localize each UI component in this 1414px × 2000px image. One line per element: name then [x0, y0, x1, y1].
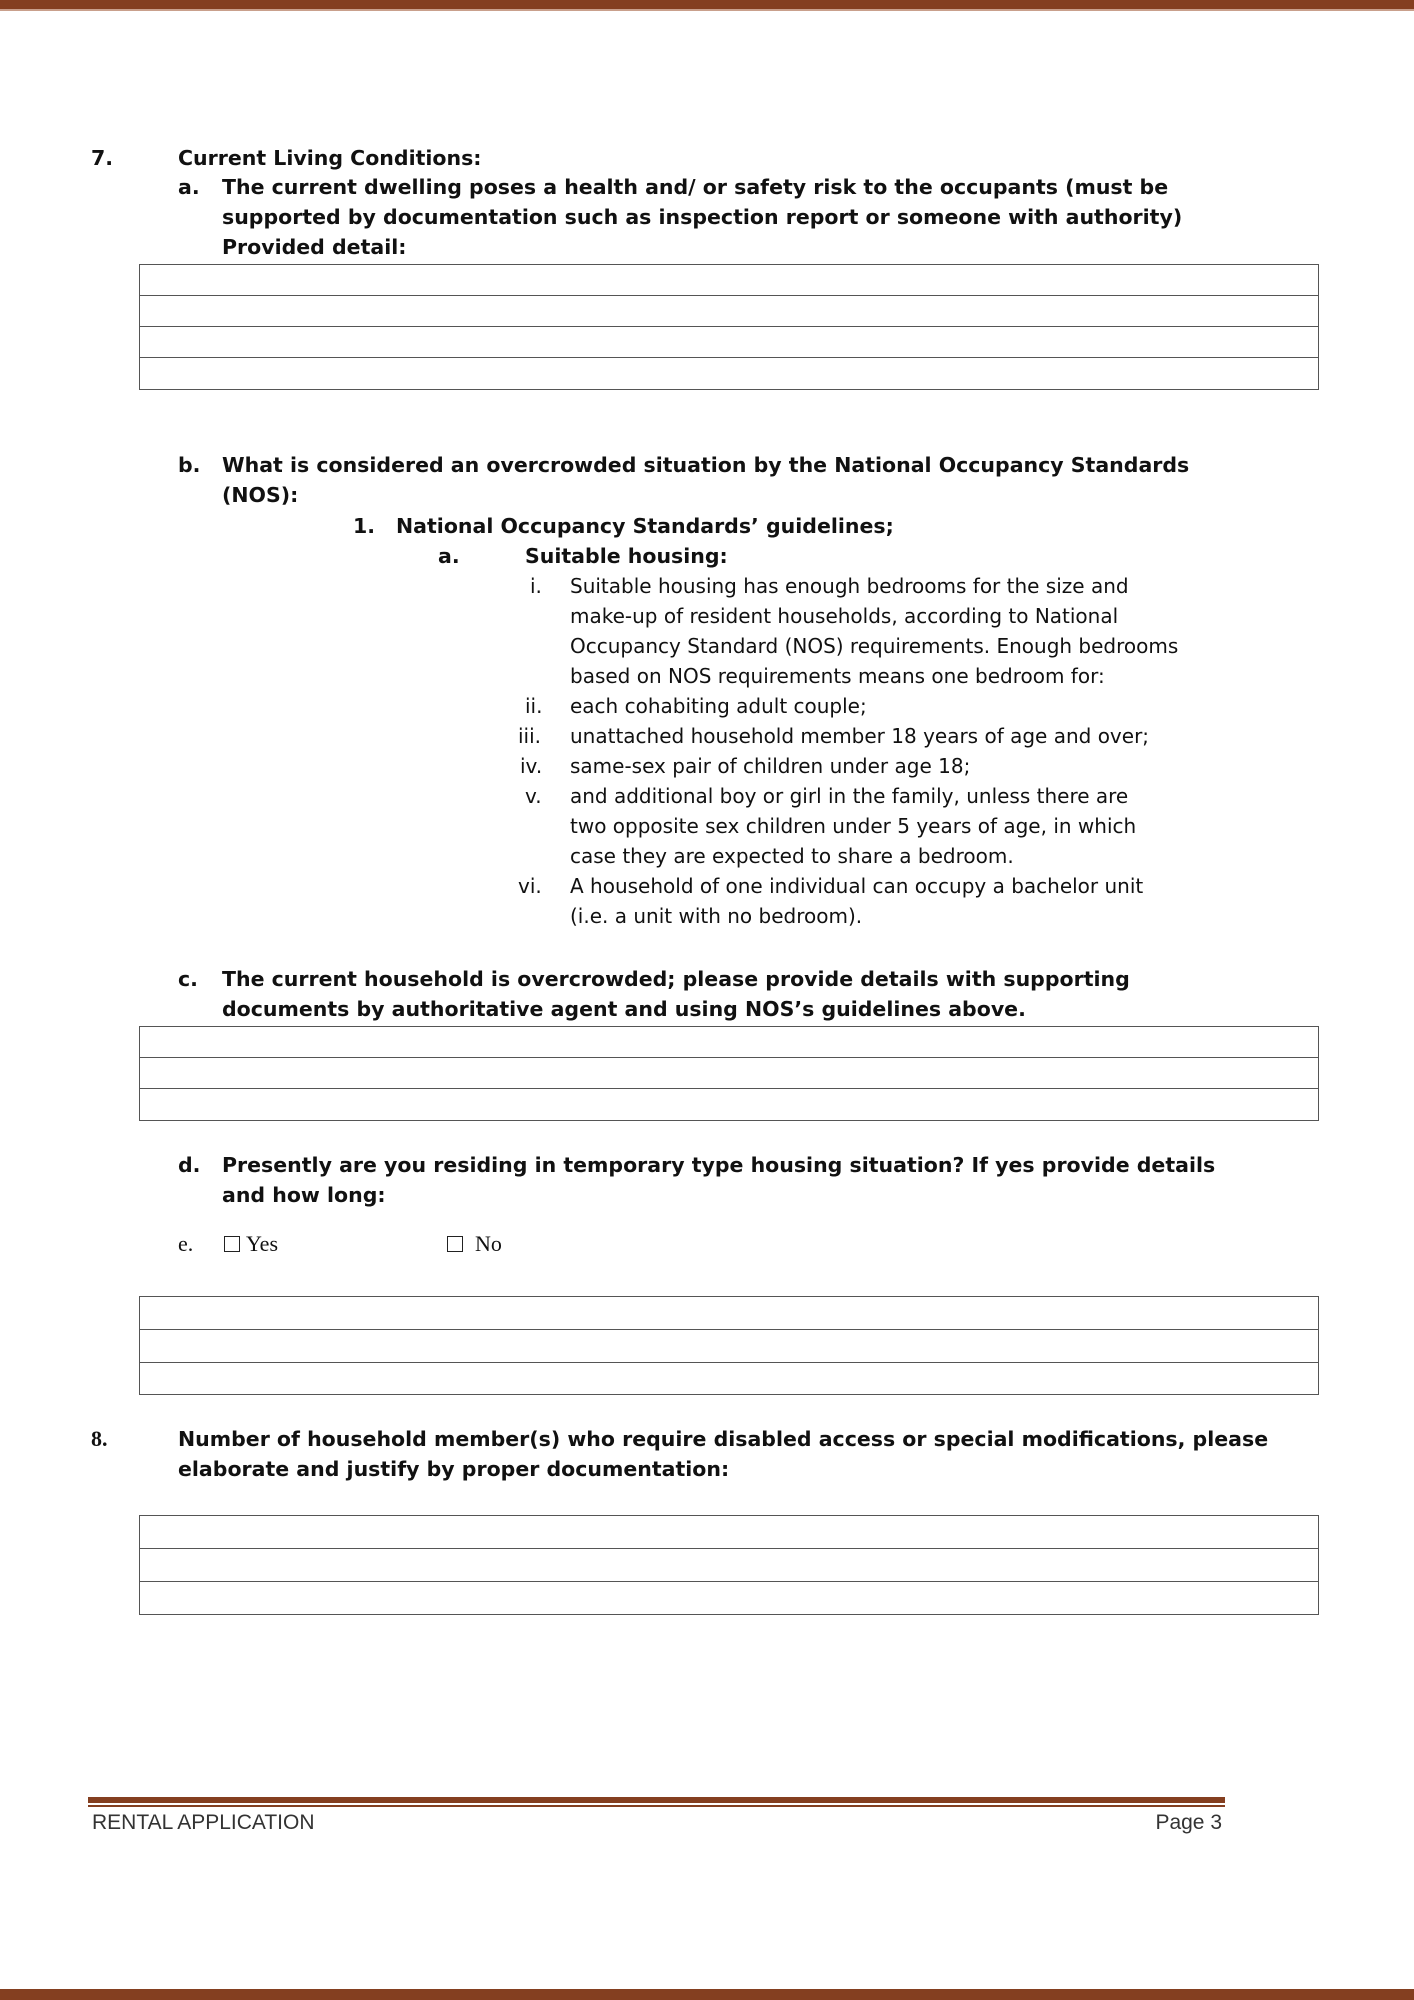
nos-item-line: (i.e. a unit with no bedroom). — [570, 904, 863, 928]
detail-box-d-row[interactable] — [140, 1363, 1318, 1394]
nos-item-marker: v. — [525, 784, 542, 808]
nos-item-marker: iv. — [520, 754, 543, 778]
item-c-line-1: The current household is overcrowded; please provide details with supporting — [222, 967, 1130, 991]
item-c-marker: c. — [178, 967, 198, 991]
detail-box-d-row[interactable] — [140, 1297, 1318, 1330]
detail-box-c-row[interactable] — [140, 1089, 1318, 1120]
nos-item-marker: ii. — [525, 694, 543, 718]
top-border-bar — [0, 0, 1414, 11]
suitable-housing-marker: a. — [438, 544, 460, 568]
nos-item-line: each cohabiting adult couple; — [570, 694, 867, 718]
item-c-line-2: documents by authoritative agent and using NOS’s guidelines above. — [222, 997, 1026, 1021]
guideline-marker: 1. — [353, 514, 376, 538]
detail-box-8-row[interactable] — [140, 1549, 1318, 1582]
nos-item-line: same-sex pair of children under age 18; — [570, 754, 971, 778]
suitable-housing-label: Suitable housing: — [525, 544, 728, 568]
nos-item-line: based on NOS requirements means one bedroom for: — [570, 664, 1105, 688]
section-8-line-2: elaborate and justify by proper documentation: — [178, 1457, 730, 1481]
nos-item-marker: vi. — [518, 874, 542, 898]
yes-label: Yes — [246, 1231, 279, 1256]
yes-option[interactable] — [224, 1229, 278, 1259]
item-b-line-2: (NOS): — [222, 483, 299, 507]
no-checkbox[interactable] — [447, 1236, 463, 1252]
yes-checkbox[interactable] — [224, 1236, 240, 1252]
no-label: No — [475, 1231, 502, 1256]
detail-box-a[interactable] — [139, 264, 1319, 390]
detail-box-a-row[interactable] — [140, 296, 1318, 327]
nos-item-line: and additional boy or girl in the family, unless there are — [570, 784, 1129, 808]
section-7-number: 7. — [91, 146, 114, 170]
nos-item-line: unattached household member 18 years of age and over; — [570, 724, 1150, 748]
detail-box-c-row[interactable] — [140, 1058, 1318, 1089]
item-d-marker: d. — [178, 1153, 201, 1177]
nos-item-line: A household of one individual can occupy a bachelor unit — [570, 874, 1144, 898]
detail-box-c[interactable] — [139, 1026, 1319, 1121]
footer-page-number: Page 3 — [1155, 1811, 1222, 1834]
section-8-number: 8. — [91, 1426, 108, 1451]
item-b-marker: b. — [178, 453, 201, 477]
bottom-border-bar — [0, 1989, 1414, 2000]
detail-box-d-row[interactable] — [140, 1330, 1318, 1363]
item-a-marker: a. — [178, 175, 200, 199]
item-d-line-2: and how long: — [222, 1183, 386, 1207]
nos-item-line: Suitable housing has enough bedrooms for the size and — [570, 574, 1129, 598]
no-option[interactable] — [447, 1229, 502, 1259]
item-b-line-1: What is considered an overcrowded situation by the National Occupancy Standards — [222, 453, 1190, 477]
footer-rule — [88, 1797, 1225, 1803]
nos-item-line: Occupancy Standard (NOS) requirements. Enough bedrooms — [570, 634, 1179, 658]
detail-box-c-row[interactable] — [140, 1027, 1318, 1058]
detail-box-d[interactable] — [139, 1296, 1319, 1395]
section-7-title: Current Living Conditions: — [178, 146, 482, 170]
detail-box-a-row[interactable] — [140, 327, 1318, 358]
footer-document-title: RENTAL APPLICATION — [92, 1811, 315, 1834]
nos-item-line: case they are expected to share a bedroom. — [570, 844, 1014, 868]
nos-item-marker: iii. — [518, 724, 542, 748]
item-e-marker: e. — [178, 1231, 194, 1256]
guideline-text: National Occupancy Standards’ guidelines; — [396, 514, 894, 538]
item-a-line-2: supported by documentation such as inspection report or someone with authority) — [222, 205, 1183, 229]
item-d-line-1: Presently are you residing in temporary type housing situation? If yes provide details — [222, 1153, 1216, 1177]
detail-box-8[interactable] — [139, 1515, 1319, 1615]
item-a-line-3: Provided detail: — [222, 235, 407, 259]
detail-box-8-row[interactable] — [140, 1516, 1318, 1549]
detail-box-8-row[interactable] — [140, 1582, 1318, 1614]
detail-box-a-row[interactable] — [140, 265, 1318, 296]
detail-box-a-row[interactable] — [140, 358, 1318, 389]
section-8-line-1: Number of household member(s) who require disabled access or special modifications, please — [178, 1427, 1269, 1451]
item-a-line-1: The current dwelling poses a health and/ or safety risk to the occupants (must be — [222, 175, 1169, 199]
nos-item-line: make-up of resident households, according to National — [570, 604, 1119, 628]
nos-item-line: two opposite sex children under 5 years of age, in which — [570, 814, 1137, 838]
nos-item-marker: i. — [530, 574, 542, 598]
